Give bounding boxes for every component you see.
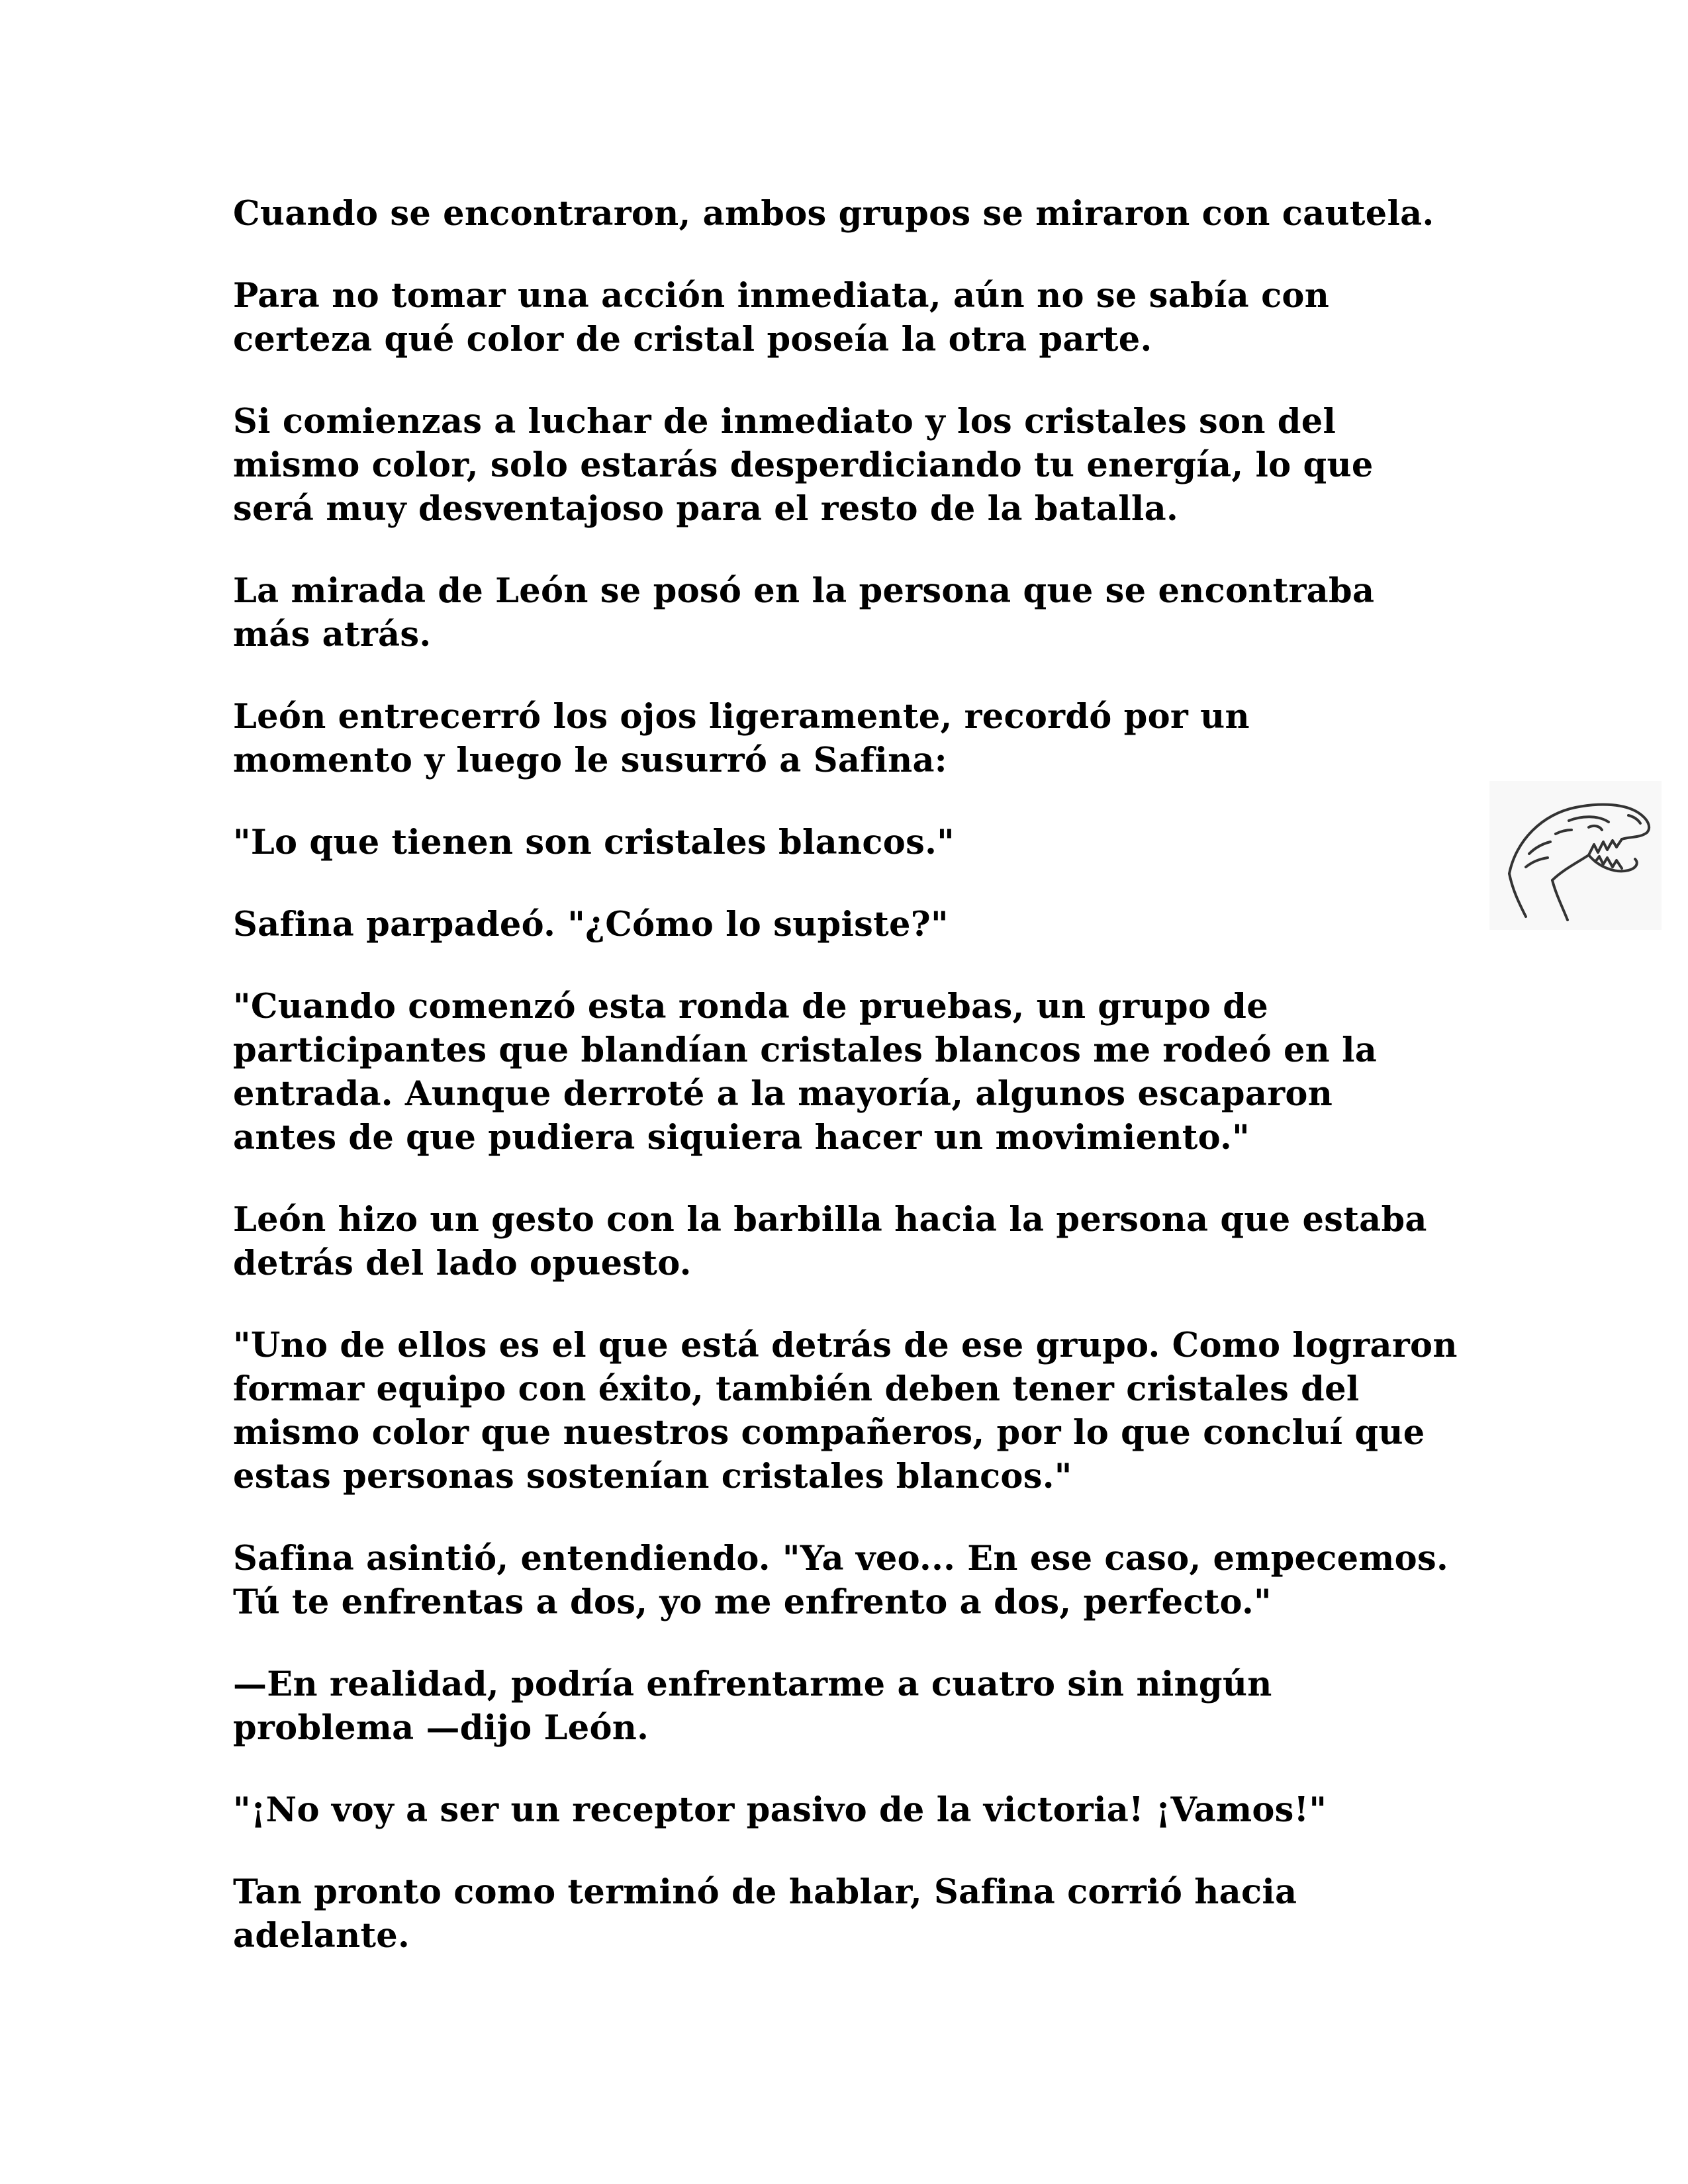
paragraph-9: León hizo un gesto con la barbilla hacia la persona que estaba detrás del lado opuesto. bbox=[233, 1200, 1427, 1283]
paragraph-5: León entrecerró los ojos ligeramente, recordó por un momento y luego le susurró a Safina: bbox=[233, 697, 1250, 780]
body-text bbox=[233, 192, 1477, 1996]
paragraph-2: Para no tomar una acción inmediata, aún no se sabía con certeza qué color de cristal poseía la otra parte. bbox=[233, 276, 1330, 359]
paragraph-10: "Uno de ellos es el que está detrás de ese grupo. Como lograron formar equipo con éxito, también deben tener cristales del mismo color que nuestros compañeros, por lo que concluí que estas personas sostenían cristales blancos." bbox=[233, 1326, 1458, 1496]
paragraph-11: Safina asintió, entendiendo. "Ya veo... En ese caso, empecemos. Tú te enfrentas a dos, yo me enfrento a dos, perfecto." bbox=[233, 1539, 1449, 1622]
paragraph-7: Safina parpadeó. "¿Cómo lo supiste?" bbox=[233, 905, 949, 944]
paragraph-12: —En realidad, podría enfrentarme a cuatro sin ningún problema —dijo León. bbox=[233, 1664, 1272, 1748]
paragraph-6: "Lo que tienen son cristales blancos." bbox=[233, 823, 955, 862]
paragraph-8: "Cuando comenzó esta ronda de pruebas, un grupo de participantes que blandían cristales blancos me rodeó en la entrada. Aunque derroté a la mayoría, algunos escaparon antes de que pudiera siquiera hacer un movimiento." bbox=[233, 987, 1378, 1158]
paragraph-1: Cuando se encontraron, ambos grupos se miraron con cautela. bbox=[233, 194, 1434, 234]
paragraph-3: Si comienzas a luchar de inmediato y los cristales son del mismo color, solo estarás desperdiciando tu energía, lo que será muy desventajoso para el resto de la batalla. bbox=[233, 402, 1374, 529]
dinosaur-head-icon bbox=[1489, 781, 1662, 930]
paragraph-14: Tan pronto como terminó de hablar, Safina corrió hacia adelante. bbox=[233, 1872, 1297, 1956]
paragraph-13: "¡No voy a ser un receptor pasivo de la victoria! ¡Vamos!" bbox=[233, 1790, 1327, 1830]
paragraph-4: La mirada de León se posó en la persona que se encontraba más atrás. bbox=[233, 571, 1375, 655]
